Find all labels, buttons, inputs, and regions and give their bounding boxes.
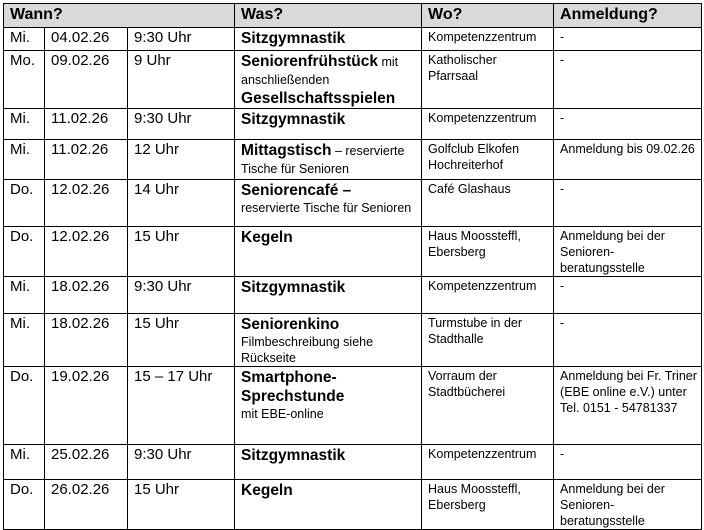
date-cell: 26.02.26 [45, 480, 128, 530]
registration-cell: - [554, 180, 702, 227]
table-row [4, 314, 702, 367]
date-cell: 09.02.26 [45, 51, 128, 109]
table-row [4, 227, 702, 277]
event-title: Sitzgymnastik [241, 447, 346, 464]
day-cell: Mo. [4, 51, 45, 109]
event-title: Seniorencafé – [241, 182, 352, 199]
event-title: Kegeln [241, 229, 293, 246]
day-cell: Mi. [4, 314, 45, 367]
header-was: Was? [235, 4, 422, 28]
event-cell [235, 314, 422, 367]
event-title: Smartphone-Sprechstunde [241, 369, 345, 405]
registration-cell: Anmeldung bei der Senioren-beratungsstelle [554, 227, 702, 277]
table-row [4, 480, 702, 530]
event-cell [235, 51, 422, 109]
event-title: Mittagstisch [241, 142, 332, 159]
table-row [4, 51, 702, 109]
table-row [4, 445, 702, 480]
day-cell: Do. [4, 227, 45, 277]
location-cell: Kompetenzzentrum [422, 445, 554, 480]
location-cell: Vorraum der Stadtbücherei [422, 367, 554, 445]
date-cell: 04.02.26 [45, 28, 128, 51]
event-cell [235, 28, 422, 51]
location-cell: Haus Moossteffl, Ebersberg [422, 227, 554, 277]
event-schedule-table [3, 3, 702, 530]
event-description: Filmbeschreibung siehe Rückseite [241, 335, 374, 365]
event-title: Sitzgymnastik [241, 30, 346, 47]
header-row [4, 4, 702, 28]
header-wann: Wann? [4, 4, 235, 28]
day-cell: Do. [4, 367, 45, 445]
registration-cell: - [554, 51, 702, 109]
time-cell: 15 Uhr [128, 227, 235, 277]
location-cell: Turmstube in der Stadthalle [422, 314, 554, 367]
location-cell: Katholischer Pfarrsaal [422, 51, 554, 109]
date-cell: 11.02.26 [45, 140, 128, 180]
location-cell: Kompetenzzentrum [422, 277, 554, 314]
event-description: reservierte Tische für Senioren [241, 201, 412, 215]
header-anmeldung: Anmeldung? [554, 4, 702, 28]
time-cell: 9:30 Uhr [128, 109, 235, 140]
time-cell: 15 Uhr [128, 480, 235, 530]
event-title-suffix: mit anschließenden [241, 55, 399, 87]
time-cell: 15 Uhr [128, 314, 235, 367]
day-cell: Mi. [4, 445, 45, 480]
date-cell: 18.02.26 [45, 277, 128, 314]
event-title: Sitzgymnastik [241, 279, 346, 296]
event-title: Sitzgymnastik [241, 111, 346, 128]
time-cell: 14 Uhr [128, 180, 235, 227]
time-cell: 9:30 Uhr [128, 445, 235, 480]
location-cell: Kompetenzzentrum [422, 28, 554, 51]
time-cell: 15 – 17 Uhr [128, 367, 235, 445]
event-title-suffix: – reservierte Tische für Senioren [241, 144, 405, 176]
registration-cell: - [554, 28, 702, 51]
location-cell: Café Glashaus [422, 180, 554, 227]
table-row [4, 180, 702, 227]
date-cell: 25.02.26 [45, 445, 128, 480]
table-row [4, 367, 702, 445]
event-title-continued: Gesellschaftsspielen [241, 90, 396, 107]
time-cell: 9:30 Uhr [128, 277, 235, 314]
table-row [4, 109, 702, 140]
event-cell [235, 445, 422, 480]
table-row [4, 140, 702, 180]
table-row [4, 277, 702, 314]
location-cell: Golfclub Elkofen Hochreiterhof [422, 140, 554, 180]
day-cell: Mi. [4, 277, 45, 314]
date-cell: 12.02.26 [45, 227, 128, 277]
header-wo: Wo? [422, 4, 554, 28]
registration-cell: - [554, 314, 702, 367]
registration-cell: - [554, 445, 702, 480]
day-cell: Mi. [4, 109, 45, 140]
day-cell: Mi. [4, 28, 45, 51]
event-cell [235, 180, 422, 227]
day-cell: Do. [4, 180, 45, 227]
registration-cell: - [554, 277, 702, 314]
event-cell [235, 227, 422, 277]
event-title: Seniorenkino [241, 316, 340, 333]
location-cell: Kompetenzzentrum [422, 109, 554, 140]
event-description: mit EBE-online [241, 407, 324, 421]
event-cell [235, 367, 422, 445]
event-cell [235, 109, 422, 140]
registration-cell: - [554, 109, 702, 140]
registration-cell: Anmeldung bis 09.02.26 [554, 140, 702, 180]
table-row [4, 28, 702, 51]
day-cell: Do. [4, 480, 45, 530]
time-cell: 9:30 Uhr [128, 28, 235, 51]
time-cell: 9 Uhr [128, 51, 235, 109]
event-title: Kegeln [241, 482, 293, 499]
registration-cell: Anmeldung bei der Senioren-beratungsstelle [554, 480, 702, 530]
event-cell [235, 480, 422, 530]
date-cell: 19.02.26 [45, 367, 128, 445]
date-cell: 12.02.26 [45, 180, 128, 227]
date-cell: 11.02.26 [45, 109, 128, 140]
day-cell: Mi. [4, 140, 45, 180]
event-cell [235, 140, 422, 180]
time-cell: 12 Uhr [128, 140, 235, 180]
date-cell: 18.02.26 [45, 314, 128, 367]
event-cell [235, 277, 422, 314]
location-cell: Haus Moossteffl, Ebersberg [422, 480, 554, 530]
event-title: Seniorenfrühstück [241, 53, 378, 70]
registration-cell: Anmeldung bei Fr. Triner (EBE online e.V.) unter Tel. 0151 - 54781337 [554, 367, 702, 445]
